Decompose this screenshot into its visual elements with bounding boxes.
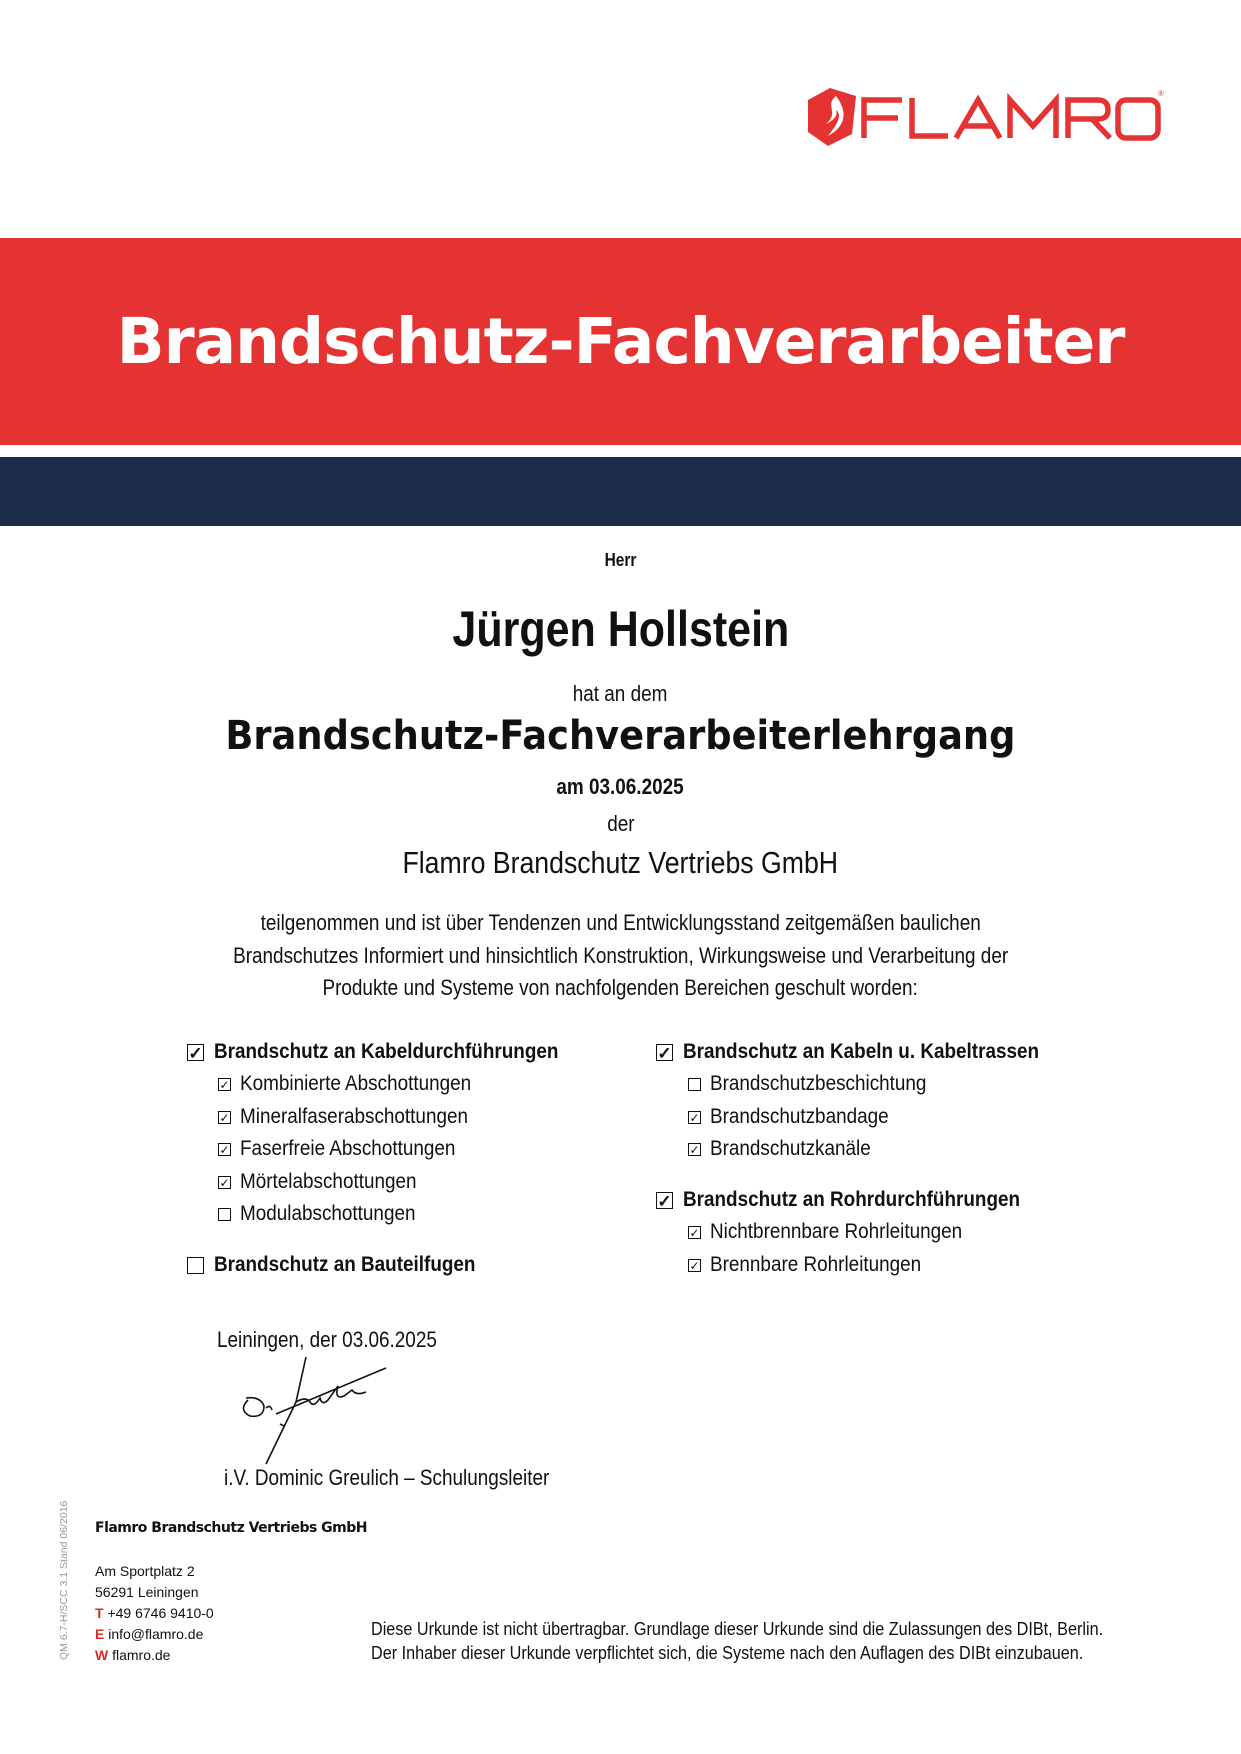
unchecked-box-icon — [218, 1208, 231, 1221]
footer-company: Flamro Brandschutz Vertriebs GmbH — [95, 1520, 367, 1536]
area-subitem — [688, 1105, 909, 1129]
checked-box-icon: ✓ — [657, 1043, 672, 1063]
area-label: Modulabschottungen — [240, 1202, 416, 1225]
area-label: Brandschutzbandage — [710, 1105, 889, 1128]
description-paragraph: teilgenommen und ist über Tendenzen und Entwicklungsstand zeitgemäßen baulichen Brandschutzes Informiert und hinsichtlich Konstruktion, Wirkungsweise und Verarbeitung der Produkte und Systeme von nachfolgenden Bereichen geschult worden: — [232, 910, 1009, 1000]
intro-text: hat an dem — [573, 681, 668, 706]
checked-box-icon: ✓ — [219, 1142, 230, 1157]
area-subitem — [218, 1170, 436, 1194]
area-heading — [187, 1253, 505, 1277]
unchecked-box-icon — [187, 1257, 204, 1274]
area-label: Brandschutzkanäle — [710, 1137, 871, 1160]
company-name: Flamro Brandschutz Vertriebs GmbH — [402, 845, 839, 880]
salutation: Herr — [604, 550, 637, 570]
area-label: Nichtbrennbare Rohrleitungen — [710, 1220, 963, 1243]
checked-box-icon: ✓ — [188, 1043, 203, 1063]
area-label: Kombinierte Abschottungen — [240, 1072, 472, 1095]
flamro-logo — [806, 86, 1166, 148]
place-date: Leiningen, der 03.06.2025 — [217, 1327, 437, 1352]
area-heading — [656, 1188, 1058, 1212]
area-subitem — [218, 1105, 493, 1129]
course-name: Brandschutz-Fachverarbeiterlehrgang — [225, 713, 1016, 759]
footer-city: 56291 Leiningen — [95, 1584, 199, 1600]
area-label: Brennbare Rohrleitungen — [710, 1253, 922, 1276]
footer-phone: T +49 6746 9410-0 — [95, 1605, 214, 1621]
area-label: Brandschutzbeschichtung — [710, 1072, 927, 1095]
unchecked-box-icon — [688, 1078, 701, 1091]
checked-box-icon: ✓ — [689, 1110, 700, 1125]
footer-email[interactable]: E info@flamro.de — [95, 1626, 204, 1642]
course-date: am 03.06.2025 — [556, 774, 685, 799]
area-label: Faserfreie Abschottungen — [240, 1137, 456, 1160]
area-label: Mineralfaserabschottungen — [240, 1105, 468, 1128]
checked-box-icon: ✓ — [689, 1225, 700, 1240]
footer-web[interactable]: W flamro.de — [95, 1647, 171, 1663]
certificate-title: Brandschutz-Fachverarbeiter — [116, 305, 1125, 378]
registered-mark: ® — [1158, 89, 1164, 98]
checked-box-icon: ✓ — [689, 1142, 700, 1157]
navy-band — [0, 457, 1241, 526]
area-subitem — [688, 1253, 945, 1277]
recipient-name: Jürgen Hollstein — [452, 601, 789, 657]
area-heading — [187, 1040, 597, 1064]
signer-name: i.V. Dominic Greulich – Schulungsleiter — [224, 1465, 550, 1490]
area-subitem — [218, 1202, 435, 1226]
area-subitem — [688, 1220, 990, 1244]
checked-box-icon: ✓ — [657, 1191, 672, 1211]
checked-box-icon: ✓ — [219, 1077, 230, 1092]
area-subitem — [688, 1072, 951, 1096]
area-label: Brandschutz an Kabeln u. Kabeltrassen — [683, 1040, 1040, 1063]
disclaimer: Diese Urkunde ist nicht übertragbar. Grundlage dieser Urkunde sind die Zulassungen des DIBt, Berlin. Der Inhaber dieser Urkunde verpflichtet sich, die Systeme nach den Auflagen des DIBt einzubauen. — [371, 1619, 1104, 1663]
signature-image — [236, 1352, 396, 1472]
checked-box-icon: ✓ — [219, 1175, 230, 1190]
der-text: der — [606, 811, 635, 836]
area-subitem — [688, 1137, 889, 1161]
area-heading — [656, 1040, 1079, 1064]
area-label: Brandschutz an Bauteilfugen — [214, 1253, 476, 1276]
area-label: Mörtelabschottungen — [240, 1170, 417, 1193]
footer-street: Am Sportplatz 2 — [95, 1563, 195, 1579]
document-code: QM 6.7-H/SCC 3.1 Stand 06/2016 — [58, 1500, 70, 1660]
area-subitem — [218, 1137, 479, 1161]
checked-box-icon: ✓ — [219, 1110, 230, 1125]
checked-box-icon: ✓ — [689, 1258, 700, 1273]
area-label: Brandschutz an Kabeldurchführungen — [214, 1040, 559, 1063]
area-label: Brandschutz an Rohrdurchführungen — [683, 1188, 1021, 1211]
area-subitem — [218, 1072, 497, 1096]
